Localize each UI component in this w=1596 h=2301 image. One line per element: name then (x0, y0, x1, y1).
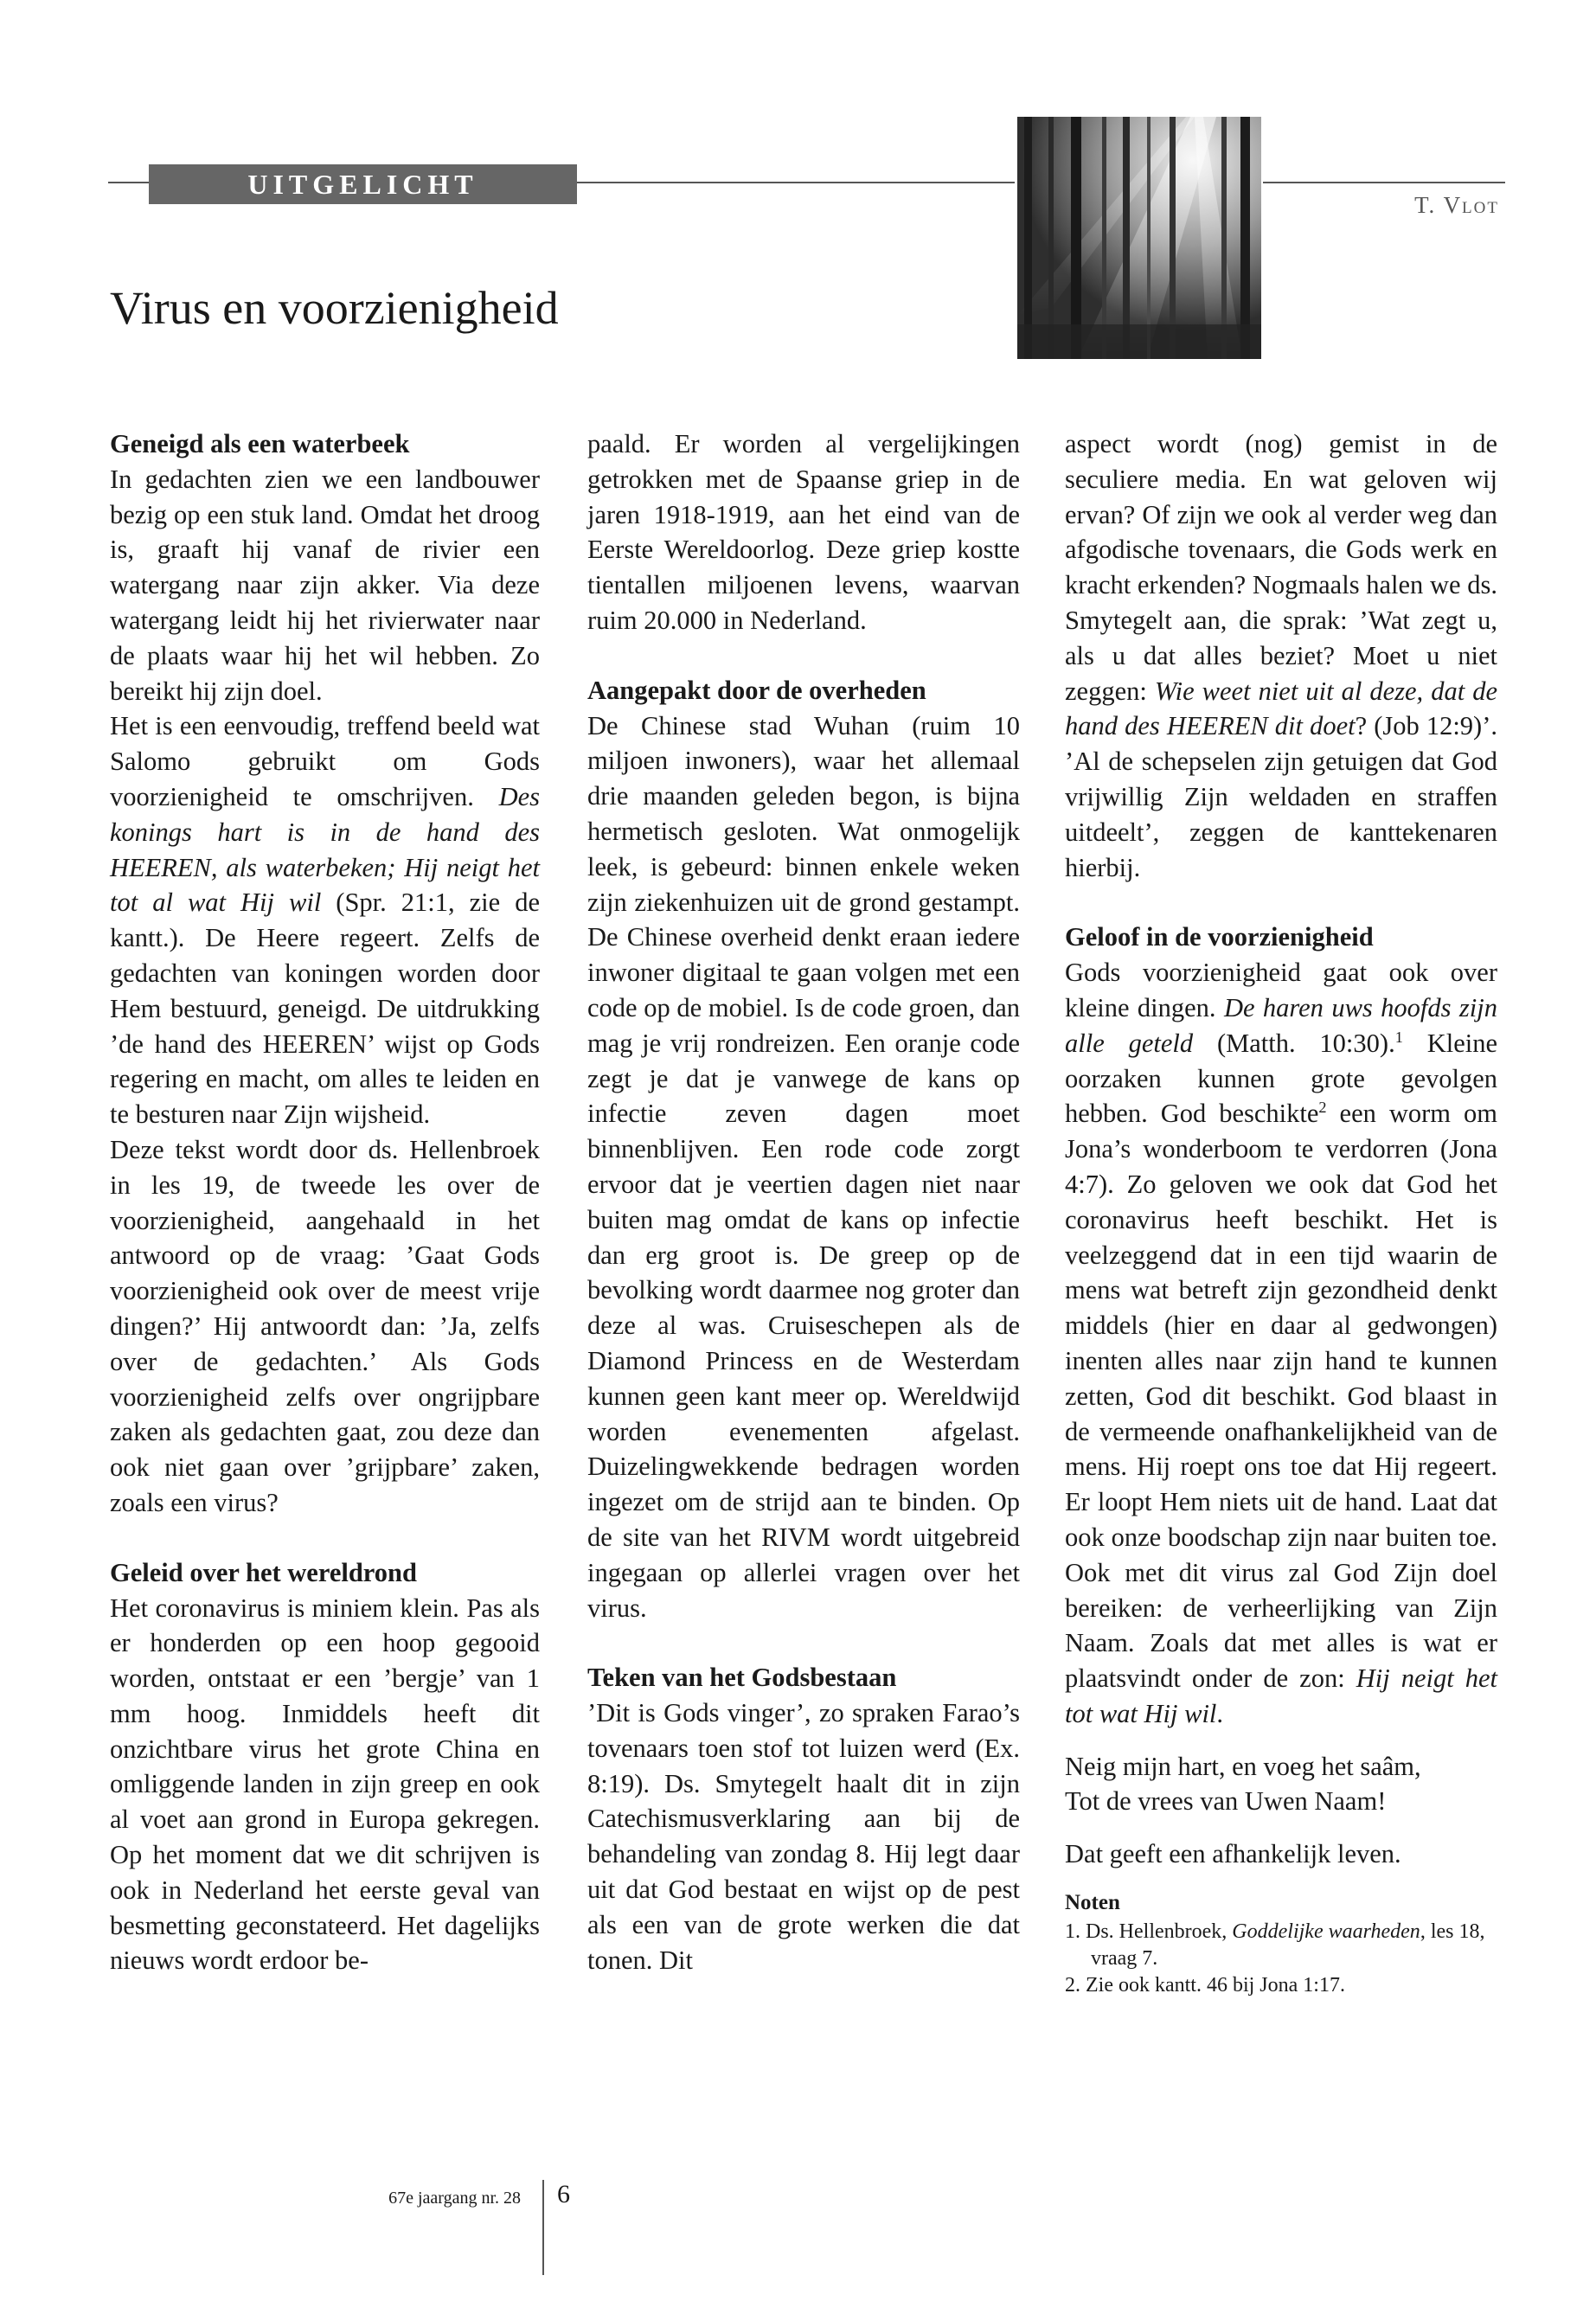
column-2 (587, 426, 1020, 1977)
footnote-2: 2. Zie ook kantt. 46 bij Jona 1:17. (1065, 1974, 1345, 1997)
paragraph: Het is een eenvoudig, treffend beeld wat Salomo gebruikt om Gods voorzienigheid te omschrijven. Des konings hart is in de hand des HEEREN, als waterbeken; Hij neigt het tot al wat Hij wil (Spr. 21:1, zie de kantt.). De Heere regeert. Zelfs de gedachten van koningen worden door Hem bestuurd, geneigd. De uitdrukking ’de hand des HEEREN’ wijst op Gods regering en macht, om alles te leiden en te besturen naar Zijn wijsheid. (110, 711, 540, 1130)
author-name: T. Vlot (1414, 192, 1499, 218)
paragraph: Gods voorzienigheid gaat ook over kleine dingen. De haren uws hoofds zijn alle geteld (Matth. 10:30).$^1$ Kleine oorzaken kunnen grote gevolgen hebben. God beschikte$^2$ een worm om Jona’s wonderboom te verdorren (Jona 4:7). Zo geloven we ook dat God het coronavirus heeft beschikt. Het is veelzeggend dat in een tijd waarin de mens wat betreft zijn gezondheid denkt middels (hier en daar al gedwongen) inenten alles naar zijn hand te kunnen zetten, God dit beschikt. God blaast in de vermeende onafhankelijkheid van de mens. Hij roept ons toe dat Hij regeert. Er loopt Hem niets uit de hand. Laat dat ook onze boodschap zijn naar buiten toe. Ook met dit virus zal God Zijn doel bereiken: de verheerlijking van Zijn Naam. Zoals dat met alles is wat er plaatsvindt onder de zon: Hij neigt het tot wat Hij wil. (1065, 958, 1497, 1728)
paragraph: Deze tekst wordt door ds. Hellenbroek in les 19, de tweede les over de voorzienigheid, aangehaald in het antwoord op de vraag: ’Gaat Gods voorzienigheid ook over de meest vrije dingen?’ Hij antwoordt dan: ’Ja, zelfs over de gedachten.’ Als Gods voorzienigheid zelfs over ongrijpbare zaken als gedachten gaat, zou deze dan ook niet gaan over ’grijpbare’ zaken, zoals een virus? (110, 1134, 540, 1517)
header-rule-right (1263, 182, 1505, 183)
notes-heading: Noten (1065, 1891, 1120, 1915)
footnote-1: 1. Ds. Hellenbroek, Goddelijke waarheden, les 18, vraag 7. (1065, 1920, 1485, 1971)
article-title: Virus en voorzienigheid (110, 282, 559, 334)
subheading: Teken van het Godsbestaan (587, 1663, 897, 1693)
paragraph: De Chinese stad Wuhan (ruim 10 miljoen inwoners), waar het allemaal drie maanden geleden begon, is bijna hermetisch gesloten. Wat onmogelijk leek, is gebeurd: binnen enkele weken zijn ziekenhuizen uit de grond gestampt. De Chinese overheid denkt eraan iedere inwoner digitaal te gaan volgen met een code op de mobiel. Is de code groen, dan mag je vrij rondreizen. Een oranje code zegt je dat je vanwege de kans op infectie zeven dagen moet binnenblijven. Een rode code zorgt ervoor dat je veertien dagen niet naar buiten mag omdat de kans op infectie dan erg groot is. De greep op de bevolking wordt daarmee nog groter dan deze al was. Cruiseschepen als de Diamond Princess en de Westerdam kunnen geen kant meer op. Wereldwijd worden evenementen afgelast. Duizelingwekkende bedragen worden ingezet om de strijd aan te binden. Op de site van het RIVM wordt uitgebreid ingegaan op allerlei vragen over het virus. (587, 710, 1020, 1623)
paragraph: aspect wordt (nog) gemist in de seculiere media. En wat geloven wij ervan? Of zijn we ook al verder weg dan afgodische tovenaars, die Gods werk en kracht erkenden? Nogmaals halen we ds. Smytegelt aan, die sprak: ’Wat zegt u, als u dat alles beziet? Moet u niet zeggen: Wie weet niet uit al deze, dat de hand des HEEREN dit doet? (Job 12:9)’. ’Al de schepselen zijn getuigen dat God vrijwillig Zijn weldaden en straffen uitdeelt’, zeggen de kanttekenaren hierbij. (1065, 429, 1497, 882)
paragraph: ’Dit is Gods vinger’, zo spraken Farao’s tovenaars toen stof tot luizen werd (Ex. 8:19). Ds. Smytegelt haalt dit in zijn Catechismusverklaring aan bij de behandeling van zondag 8. Hij legt daar uit dat God bestaat en wijst op de pest als een van de grote werken die dat tonen. Dit (587, 1698, 1020, 1975)
volume-info: 67e jaargang nr. 28 (388, 2189, 521, 2208)
subheading: Geneigd als een waterbeek (110, 429, 410, 458)
column-1 (110, 426, 540, 1978)
footer-divider (542, 2180, 544, 2275)
section-label: UITGELICHT (149, 164, 577, 204)
footnote-ref: 1 (1394, 1028, 1403, 1046)
footnote-ref: 2 (1318, 1099, 1327, 1117)
subheading: Geleid over het wereldrond (110, 1557, 417, 1587)
subheading: Geloof in de voorzienigheid (1065, 922, 1374, 952)
page-number: 6 (557, 2180, 570, 2208)
paragraph: paald. Er worden al vergelijkingen getrokken met de Spaanse griep in de jaren 1918-1919, aan het eind van de Eerste Wereldoorlog. Deze griep kostte tientallen miljoenen levens, waarvan ruim 20.000 in Nederland. (587, 429, 1020, 635)
subheading: Aangepakt door de overheden (587, 675, 926, 705)
verse-line: Tot de vrees van Uwen Naam! (1065, 1786, 1387, 1817)
paragraph: Het coronavirus is miniem klein. Pas als er honderden op een hoop gegooid worden, ontstaat er een ’bergje’ van 1 mm hoog. Inmiddels heeft dit onzichtbare virus het grote China en omliggende landen in zijn greep en ook al voet aan grond in Europa gekregen. Op het moment dat we dit schrijven is ook in Nederland het eerste geval van besmetting geconstateerd. Het dagelijks nieuws wordt erdoor be- (110, 1593, 540, 1976)
column-3 (1065, 426, 1497, 1999)
forest-photo (1017, 117, 1261, 359)
paragraph: In gedachten zien we een landbouwer bezig op een stuk land. Omdat het droog is, graaft hij vanaf de rivier een watergang naar zijn akker. Via deze watergang leidt hij het rivierwater naar de plaats waar hij het wil hebben. Zo bereikt hij zijn doel. (110, 464, 540, 706)
verse-line: Neig mijn hart, en voeg het saâm, (1065, 1751, 1421, 1781)
closing-line: Dat geeft een afhankelijk leven. (1065, 1839, 1401, 1869)
